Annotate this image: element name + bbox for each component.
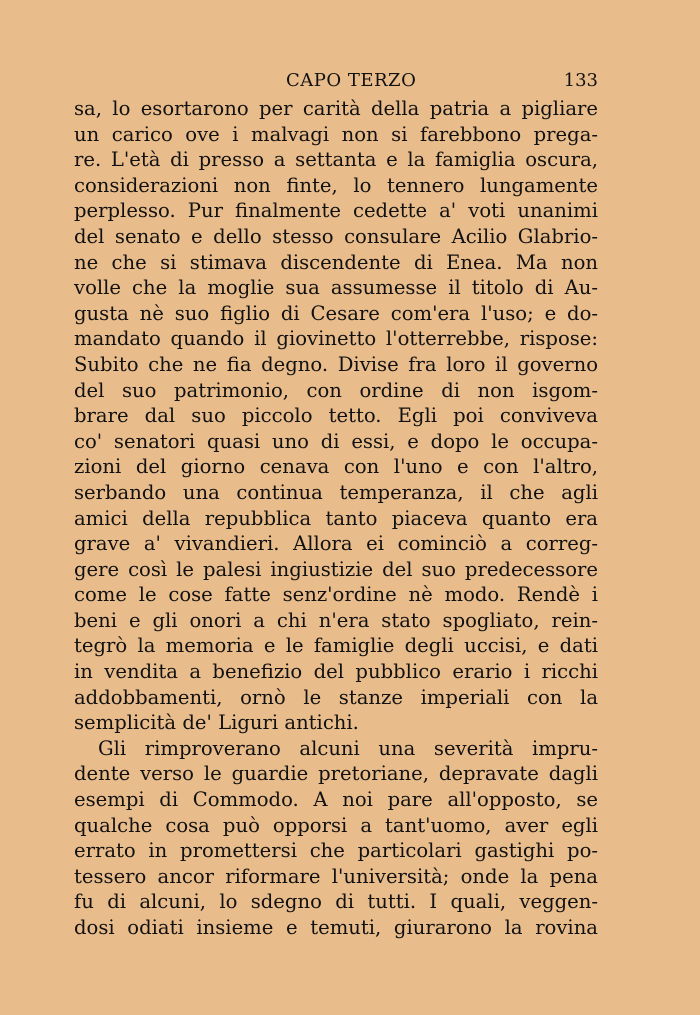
text-line: perplesso. Pur finalmente cedette a' voti unanimi [74,199,598,223]
text-line: gusta nè suo figlio di Cesare com'era l'uso; e do- [74,301,598,325]
text-line: zioni del giorno cenava con l'uno e con l'altro, [74,455,598,479]
text-line: grave a' vivandieri. Allora ei cominciò a correg- [74,532,598,556]
text-line: come le cose fatte senz'ordine nè modo. Rendè i [74,583,598,607]
text-line: errato in promettersi che particolari gastighi po- [74,839,598,863]
text-line: in vendita a benefizio del pubblico erario i ricchi [74,660,598,684]
text-line: considerazioni non finte, lo tennero lungamente [74,173,598,197]
page-number: 133 [563,70,598,91]
text-line: sa, lo esortarono per carità della patria a pigliare [74,97,598,120]
text-line: beni e gli onori a chi n'era stato spogliato, rein- [74,608,598,632]
text-line: dosi odiati insieme e temuti, giurarono la rovina [74,916,598,939]
text-line: co' senatori quasi uno di essi, e dopo le occupa- [74,429,598,453]
text-line: tessero ancor riformare l'università; onde la pena [74,864,598,888]
text-line: amici della repubblica tanto piaceva quanto era [74,506,598,530]
text-line: un carico ove i malvagi non si farebbono prega- [74,122,598,146]
page-header [74,66,598,96]
text-line: mandato quando il giovinetto l'otterrebbe, rispose: [74,327,598,351]
text-line: semplicità de' Liguri antichi. [74,711,359,735]
text-line: ne che si stimava discendente di Enea. Ma non [74,250,598,274]
text-line: brare dal suo piccolo tetto. Egli poi conviveva [74,404,598,428]
paragraph [74,96,598,736]
text-line: esempi di Commodo. A noi pare all'opposto, se [74,788,598,812]
text-line: addobbamenti, ornò le stanze imperiali con la [74,685,598,709]
text-line: gere così le palesi ingiustizie del suo predecessore [74,557,598,581]
text-line: tegrò la memoria e le famiglie degli uccisi, e dati [74,634,598,658]
text-line: dente verso le guardie pretoriane, depravate dagli [74,762,598,786]
text-line: del senato e dello stesso consulare Acilio Glabrio- [74,224,598,248]
page-body [74,96,598,941]
paragraph [74,736,598,941]
text-line: fu di alcuni, lo sdegno di tutti. I quali, veggen- [74,890,598,914]
text-line: re. L'età di presso a settanta e la famiglia oscura, [74,148,598,172]
text-line: serbando una continua temperanza, il che agli [74,480,598,504]
text-line: qualche cosa può opporsi a tant'uomo, aver egli [74,813,598,837]
text-line: Subito che ne fia degno. Divise fra loro il governo [74,352,598,376]
running-head: CAPO TERZO [286,70,417,91]
text-line: Gli rimproverano alcuni una severità impru- [98,736,598,760]
text-line: del suo patrimonio, con ordine di non isgom- [74,378,598,402]
book-page [74,66,598,941]
text-line: volle che la moglie sua assumesse il titolo di Au- [74,276,598,300]
